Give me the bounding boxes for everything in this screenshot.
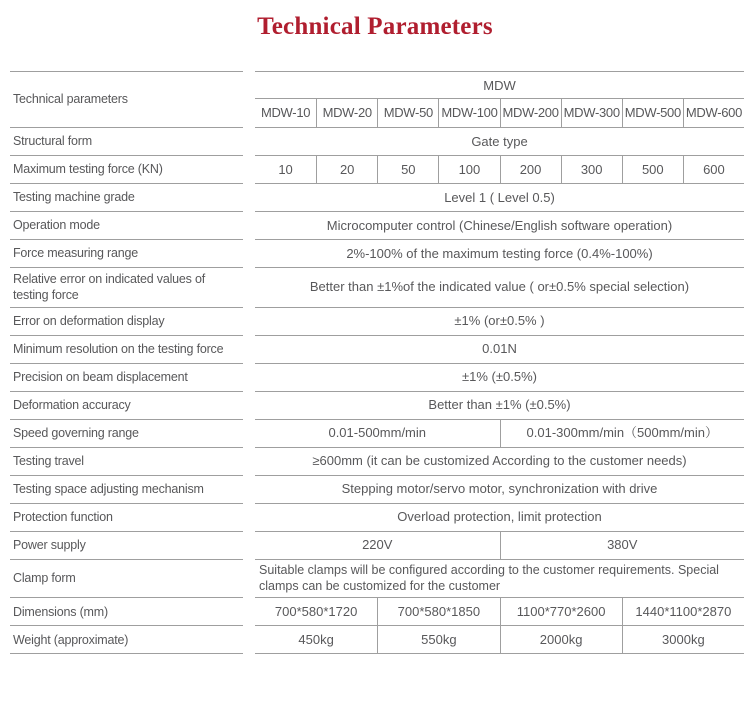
param-values [255,268,744,308]
param-value-cell: Suitable clamps will be configured according to the customer requirements. Special clamps can be customized for the customer [259,562,719,594]
param-value-cell: Better than ±1%of the indicated value ( or±0.5% special selection) [309,279,690,295]
param-values [255,392,744,420]
table-row [10,504,744,532]
param-value-cell: Overload protection, limit protection [397,509,602,525]
param-values [255,532,744,560]
param-value-cell: 0.01N [482,341,517,357]
param-value-cell: 3000kg [622,626,744,653]
param-label: Deformation accuracy [10,392,243,420]
param-values [255,156,744,184]
param-value-cell: 100 [438,156,499,183]
model-header-cell: MDW-10 [260,105,311,121]
param-value-cell: 600 [683,156,744,183]
table-row [10,156,744,184]
param-label: Power supply [10,532,243,560]
table-row [10,240,744,268]
header-label: Technical parameters [10,71,243,128]
param-values [255,212,744,240]
param-label: Structural form [10,128,243,156]
param-label: Testing space adjusting mechanism [10,476,243,504]
param-value-cell: 10 [278,161,293,177]
param-value-cell: 200 [500,156,561,183]
param-value-cell: 20 [316,156,377,183]
model-header-cell: MDW-300 [561,99,622,127]
table-row [10,184,744,212]
table-row [10,212,744,240]
table-header-row [10,71,744,128]
param-value-cell: 0.01-300mm/min（500mm/min） [500,420,745,447]
table-row [10,392,744,420]
param-values [255,476,744,504]
table-row [10,626,744,654]
param-value-cell: Better than ±1% (±0.5%) [428,397,571,413]
param-value-cell: 50 [377,156,438,183]
param-label: Dimensions (mm) [10,598,243,626]
param-values [255,364,744,392]
model-columns [255,99,744,128]
table-body [10,128,744,654]
param-value-cell: Level 1 ( Level 0.5) [444,189,555,205]
page-title: Technical Parameters [257,13,493,40]
param-value-cell: 700*580*1720 [274,603,358,619]
param-values [255,128,744,156]
param-values [255,184,744,212]
param-label: Relative error on indicated values of testing force [10,268,243,308]
param-values [255,504,744,532]
param-value-cell: 1100*770*2600 [500,598,622,625]
param-values [255,336,744,364]
param-value-cell: ±1% (±0.5%) [462,369,537,385]
table-row [10,364,744,392]
param-value-cell: 380V [500,532,745,559]
param-label: Operation mode [10,212,243,240]
table-row [10,268,744,308]
model-header-cell: MDW-200 [500,99,561,127]
param-values [255,626,744,654]
param-value-cell: 700*580*1850 [377,598,499,625]
param-value-cell: 450kg [298,631,334,647]
param-value-cell: ≥600mm (it can be customized According to the customer needs) [312,453,687,469]
param-value-cell: 2000kg [500,626,622,653]
param-label: Testing machine grade [10,184,243,212]
param-values [255,448,744,476]
model-header-group [255,71,744,128]
param-value-cell: Microcomputer control (Chinese/English software operation) [326,217,673,233]
param-values [255,560,744,599]
param-label: Speed governing range [10,420,243,448]
param-value-cell: 550kg [377,626,499,653]
param-value-cell: 2%-100% of the maximum testing force (0.4%-100%) [346,245,653,261]
param-values [255,420,744,448]
param-value-cell: Gate type [471,133,528,149]
model-header-cell: MDW-20 [316,99,377,127]
model-header-cell: MDW-100 [438,99,499,127]
param-values [255,598,744,626]
model-series-cell: MDW [483,77,516,93]
param-label: Weight (approximate) [10,626,243,654]
param-value-cell: 220V [362,537,393,553]
param-label: Clamp form [10,560,243,599]
table-row [10,476,744,504]
model-header-cell: MDW-500 [622,99,683,127]
param-label: Testing travel [10,448,243,476]
model-header-cell: MDW-50 [377,99,438,127]
table-row [10,532,744,560]
table-row [10,128,744,156]
param-label: Maximum testing force (KN) [10,156,243,184]
table-row [10,308,744,336]
param-label: Force measuring range [10,240,243,268]
param-value-cell: 0.01-500mm/min [328,425,427,441]
model-series-row [255,71,744,99]
param-value-cell: ±1% (or±0.5% ) [454,313,545,329]
table-row [10,448,744,476]
model-header-cell: MDW-600 [683,99,744,127]
table-row [10,336,744,364]
param-value-cell: 1440*1100*2870 [622,598,744,625]
param-values [255,308,744,336]
param-label: Minimum resolution on the testing force [10,336,243,364]
param-label: Error on deformation display [10,308,243,336]
param-value-cell: 500 [622,156,683,183]
param-label: Protection function [10,504,243,532]
param-label: Precision on beam displacement [10,364,243,392]
table-row [10,598,744,626]
param-values [255,240,744,268]
parameters-table [10,71,744,654]
param-value-cell: 300 [561,156,622,183]
table-row [10,560,744,599]
param-value-cell: Stepping motor/servo motor, synchronization with drive [341,481,658,497]
table-row [10,420,744,448]
